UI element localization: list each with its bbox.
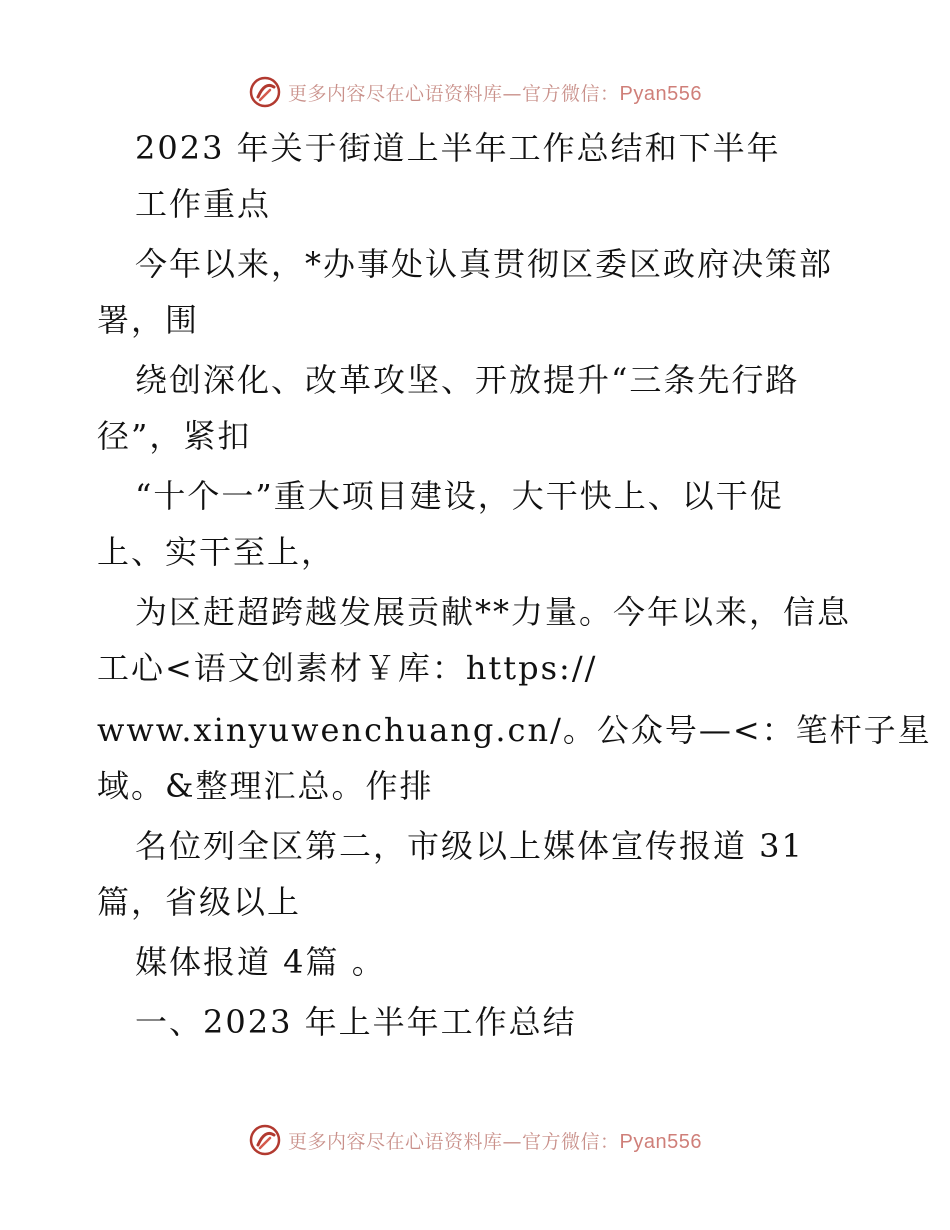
doc-line: 署，围 xyxy=(97,301,200,339)
section-heading: 一、2023 年上半年工作总结 xyxy=(135,1003,577,1041)
watermark-text: 更多内容尽在心语资料库—官方微信：Pyan556 xyxy=(288,82,702,105)
doc-line: 上、实干至上， xyxy=(97,533,336,571)
doc-title-line-2: 工作重点 xyxy=(135,185,272,223)
doc-line: 今年以来，*办事处认真贯彻区委区政府决策部 xyxy=(135,245,834,283)
watermark-text: 更多内容尽在心语资料库—官方微信：Pyan556 xyxy=(288,1130,702,1153)
doc-line: 域。&整理汇总。作排 xyxy=(97,767,434,805)
watermark-footer xyxy=(0,1120,950,1160)
doc-line: 绕创深化、改革攻坚、开放提升“三条先行路 xyxy=(135,361,800,399)
watermark-header xyxy=(0,72,950,112)
doc-line: 为区赶超跨越发展贡献**力量。今年以来，信息 xyxy=(135,593,852,631)
doc-line: www.xinyuwenchuang.cn/。公众号—<：笔杆子星 xyxy=(97,711,932,749)
doc-line: 篇，省级以上 xyxy=(97,883,302,921)
doc-line: 媒体报道 4篇 。 xyxy=(135,943,386,981)
doc-title-line-1: 2023 年关于街道上半年工作总结和下半年 xyxy=(135,129,781,167)
logo-icon xyxy=(248,1123,282,1157)
doc-line: “十个一”重大项目建设，大干快上、以干促 xyxy=(135,477,784,515)
doc-line: 径”，紧扣 xyxy=(97,417,252,455)
logo-icon xyxy=(248,75,282,109)
doc-line: 名位列全区第二，市级以上媒体宣传报道 31 xyxy=(135,827,804,865)
doc-line: 工心<语文创素材￥库：https:// xyxy=(97,649,598,687)
